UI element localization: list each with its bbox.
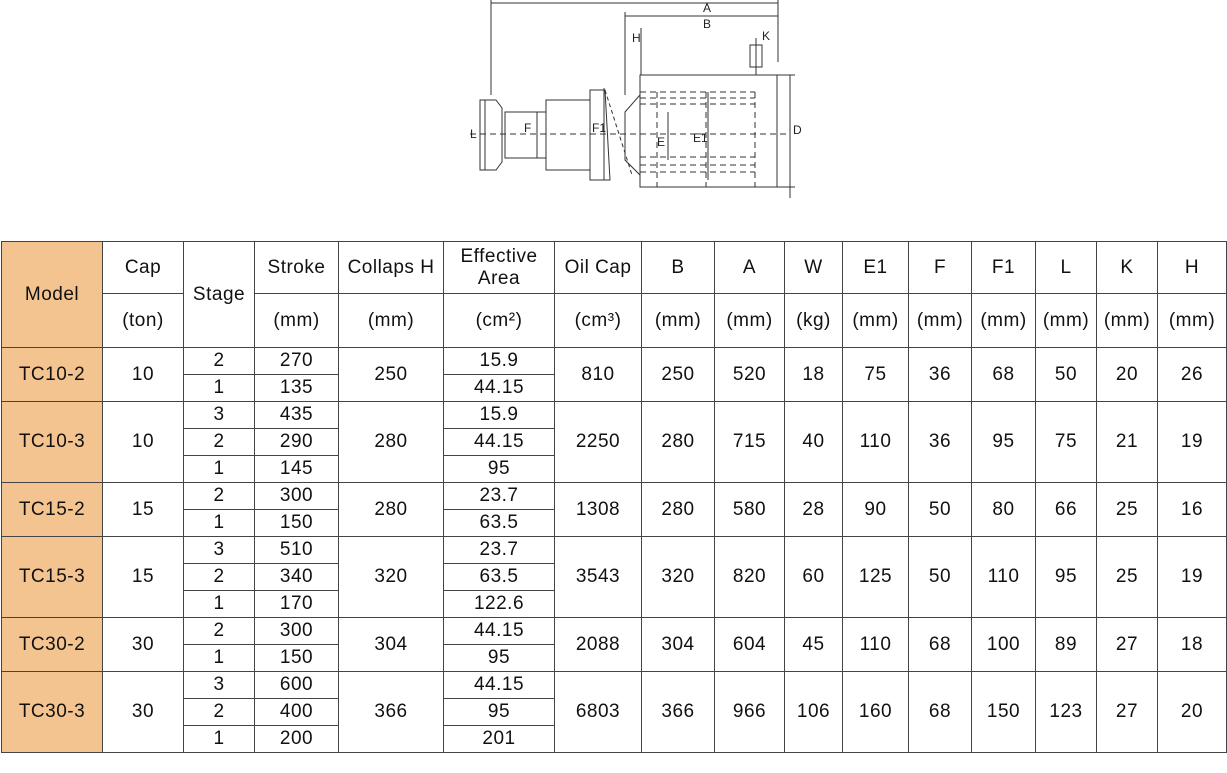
unit-oilcap: (cm³) xyxy=(555,294,642,348)
cell-oilcap: 810 xyxy=(555,348,642,402)
table-row xyxy=(2,618,1227,645)
cell-w: 106 xyxy=(785,672,843,753)
cell-effective-area: 63.5 xyxy=(444,510,555,537)
cell-f1: 95 xyxy=(972,402,1036,483)
header-effective-line1: Effective xyxy=(460,245,538,267)
cell-effective-area: 201 xyxy=(444,726,555,753)
cell-w: 45 xyxy=(785,618,843,672)
cell-k: 27 xyxy=(1097,618,1158,672)
cell-effective-area: 63.5 xyxy=(444,564,555,591)
cell-effective-area: 15.9 xyxy=(444,348,555,375)
cell-effective-area: 44.15 xyxy=(444,672,555,699)
label-k: K xyxy=(762,29,771,43)
unit-a: (mm) xyxy=(715,294,785,348)
cell-collaps: 320 xyxy=(339,537,444,618)
unit-l: (mm) xyxy=(1036,294,1097,348)
cell-a: 580 xyxy=(715,483,785,537)
cell-cap: 30 xyxy=(103,672,184,753)
cell-stroke: 300 xyxy=(255,618,339,645)
cell-f: 50 xyxy=(909,483,972,537)
cell-stage: 2 xyxy=(184,699,255,726)
cell-stroke: 435 xyxy=(255,402,339,429)
cell-e1: 110 xyxy=(843,618,909,672)
cell-b: 280 xyxy=(642,402,715,483)
label-e1: E1 xyxy=(693,131,708,145)
cell-f: 68 xyxy=(909,618,972,672)
cell-a: 715 xyxy=(715,402,785,483)
cell-stage: 1 xyxy=(184,456,255,483)
cell-effective-area: 44.15 xyxy=(444,375,555,402)
cell-a: 520 xyxy=(715,348,785,402)
cell-collaps: 250 xyxy=(339,348,444,402)
cell-model: TC15-2 xyxy=(2,483,103,537)
cell-a: 820 xyxy=(715,537,785,618)
cell-stroke: 340 xyxy=(255,564,339,591)
cell-k: 25 xyxy=(1097,537,1158,618)
cell-stage: 2 xyxy=(184,429,255,456)
cylinder-dimension-diagram xyxy=(0,0,1227,240)
cell-oilcap: 2250 xyxy=(555,402,642,483)
cell-l: 50 xyxy=(1036,348,1097,402)
cell-f: 36 xyxy=(909,402,972,483)
cell-e1: 90 xyxy=(843,483,909,537)
cell-b: 280 xyxy=(642,483,715,537)
header-stroke: Stroke xyxy=(255,242,339,294)
unit-effective: (cm²) xyxy=(444,294,555,348)
cell-stroke: 600 xyxy=(255,672,339,699)
unit-w: (kg) xyxy=(785,294,843,348)
cell-effective-area: 44.15 xyxy=(444,618,555,645)
header-oilcap: Oil Cap xyxy=(555,242,642,294)
cell-a: 966 xyxy=(715,672,785,753)
header-h: H xyxy=(1158,242,1227,294)
header-f1: F1 xyxy=(972,242,1036,294)
label-b: B xyxy=(703,17,712,31)
cell-model: TC10-3 xyxy=(2,402,103,483)
cell-l: 66 xyxy=(1036,483,1097,537)
cell-model: TC15-3 xyxy=(2,537,103,618)
cell-stage: 1 xyxy=(184,645,255,672)
cell-stroke: 510 xyxy=(255,537,339,564)
header-f: F xyxy=(909,242,972,294)
unit-b: (mm) xyxy=(642,294,715,348)
unit-e1: (mm) xyxy=(843,294,909,348)
label-h: H xyxy=(632,31,641,45)
cell-stage: 2 xyxy=(184,564,255,591)
cell-e1: 125 xyxy=(843,537,909,618)
cell-f: 36 xyxy=(909,348,972,402)
cell-effective-area: 95 xyxy=(444,456,555,483)
cell-cap: 15 xyxy=(103,537,184,618)
header-effective xyxy=(444,242,555,294)
cell-stage: 2 xyxy=(184,618,255,645)
cell-h: 19 xyxy=(1158,402,1227,483)
unit-collaps: (mm) xyxy=(339,294,444,348)
cell-oilcap: 2088 xyxy=(555,618,642,672)
cell-f1: 110 xyxy=(972,537,1036,618)
header-b: B xyxy=(642,242,715,294)
cell-stage: 3 xyxy=(184,402,255,429)
cell-e1: 160 xyxy=(843,672,909,753)
cell-b: 250 xyxy=(642,348,715,402)
cell-collaps: 280 xyxy=(339,402,444,483)
cell-oilcap: 3543 xyxy=(555,537,642,618)
cell-h: 18 xyxy=(1158,618,1227,672)
cell-model: TC30-2 xyxy=(2,618,103,672)
table-row xyxy=(2,483,1227,510)
cell-stage: 1 xyxy=(184,591,255,618)
cell-e1: 75 xyxy=(843,348,909,402)
header-model: Model xyxy=(2,242,103,348)
cell-stroke: 145 xyxy=(255,456,339,483)
cell-h: 26 xyxy=(1158,348,1227,402)
unit-f1: (mm) xyxy=(972,294,1036,348)
cell-stroke: 150 xyxy=(255,510,339,537)
cell-f1: 150 xyxy=(972,672,1036,753)
cell-effective-area: 122.6 xyxy=(444,591,555,618)
cell-w: 28 xyxy=(785,483,843,537)
cell-b: 320 xyxy=(642,537,715,618)
unit-h: (mm) xyxy=(1158,294,1227,348)
cell-k: 21 xyxy=(1097,402,1158,483)
cell-stage: 1 xyxy=(184,726,255,753)
cell-h: 19 xyxy=(1158,537,1227,618)
cell-k: 27 xyxy=(1097,672,1158,753)
cell-collaps: 280 xyxy=(339,483,444,537)
header-w: W xyxy=(785,242,843,294)
cell-h: 16 xyxy=(1158,483,1227,537)
cell-stroke: 270 xyxy=(255,348,339,375)
table-row xyxy=(2,402,1227,429)
cell-l: 123 xyxy=(1036,672,1097,753)
header-k: K xyxy=(1097,242,1158,294)
label-f1: F1 xyxy=(592,121,607,135)
cell-stroke: 170 xyxy=(255,591,339,618)
cell-cap: 15 xyxy=(103,483,184,537)
cell-collaps: 304 xyxy=(339,618,444,672)
cell-stroke: 200 xyxy=(255,726,339,753)
cell-w: 18 xyxy=(785,348,843,402)
header-cap: Cap xyxy=(103,242,184,294)
cell-b: 304 xyxy=(642,618,715,672)
cell-collaps: 366 xyxy=(339,672,444,753)
cell-effective-area: 23.7 xyxy=(444,483,555,510)
cell-cap: 10 xyxy=(103,348,184,402)
cell-effective-area: 15.9 xyxy=(444,402,555,429)
unit-k: (mm) xyxy=(1097,294,1158,348)
cell-b: 366 xyxy=(642,672,715,753)
cell-effective-area: 44.15 xyxy=(444,429,555,456)
cell-a: 604 xyxy=(715,618,785,672)
cell-h: 20 xyxy=(1158,672,1227,753)
cell-stroke: 290 xyxy=(255,429,339,456)
header-collaps: Collaps H xyxy=(339,242,444,294)
cell-stage: 3 xyxy=(184,672,255,699)
cell-stroke: 400 xyxy=(255,699,339,726)
label-e: E xyxy=(657,135,666,149)
unit-stroke: (mm) xyxy=(255,294,339,348)
cell-model: TC10-2 xyxy=(2,348,103,402)
header-e1: E1 xyxy=(843,242,909,294)
cell-stage: 2 xyxy=(184,483,255,510)
table-body xyxy=(2,348,1227,753)
cell-stage: 2 xyxy=(184,348,255,375)
cell-stage: 1 xyxy=(184,375,255,402)
cell-f: 68 xyxy=(909,672,972,753)
cell-effective-area: 95 xyxy=(444,645,555,672)
cell-stage: 1 xyxy=(184,510,255,537)
label-f: F xyxy=(524,121,532,135)
cell-cap: 30 xyxy=(103,618,184,672)
cell-model: TC30-3 xyxy=(2,672,103,753)
cell-stroke: 300 xyxy=(255,483,339,510)
table-row xyxy=(2,348,1227,375)
cell-f1: 80 xyxy=(972,483,1036,537)
cell-stroke: 150 xyxy=(255,645,339,672)
cell-l: 75 xyxy=(1036,402,1097,483)
table-row xyxy=(2,537,1227,564)
cell-f1: 68 xyxy=(972,348,1036,402)
header-l: L xyxy=(1036,242,1097,294)
label-l: L xyxy=(470,127,477,141)
header-a: A xyxy=(715,242,785,294)
unit-cap: (ton) xyxy=(103,294,184,348)
cell-stroke: 135 xyxy=(255,375,339,402)
header-stage: Stage xyxy=(184,242,255,348)
cell-effective-area: 23.7 xyxy=(444,537,555,564)
label-d: D xyxy=(793,123,802,137)
cell-k: 20 xyxy=(1097,348,1158,402)
cell-w: 60 xyxy=(785,537,843,618)
cell-l: 95 xyxy=(1036,537,1097,618)
cell-f1: 100 xyxy=(972,618,1036,672)
cell-k: 25 xyxy=(1097,483,1158,537)
cell-w: 40 xyxy=(785,402,843,483)
spec-table xyxy=(1,241,1227,753)
cell-oilcap: 1308 xyxy=(555,483,642,537)
label-a: A xyxy=(703,1,712,15)
cell-effective-area: 95 xyxy=(444,699,555,726)
cell-cap: 10 xyxy=(103,402,184,483)
cell-f: 50 xyxy=(909,537,972,618)
cell-l: 89 xyxy=(1036,618,1097,672)
unit-f: (mm) xyxy=(909,294,972,348)
cell-oilcap: 6803 xyxy=(555,672,642,753)
table-row xyxy=(2,672,1227,699)
header-effective-line2: Area xyxy=(477,267,521,289)
cell-e1: 110 xyxy=(843,402,909,483)
cell-stage: 3 xyxy=(184,537,255,564)
